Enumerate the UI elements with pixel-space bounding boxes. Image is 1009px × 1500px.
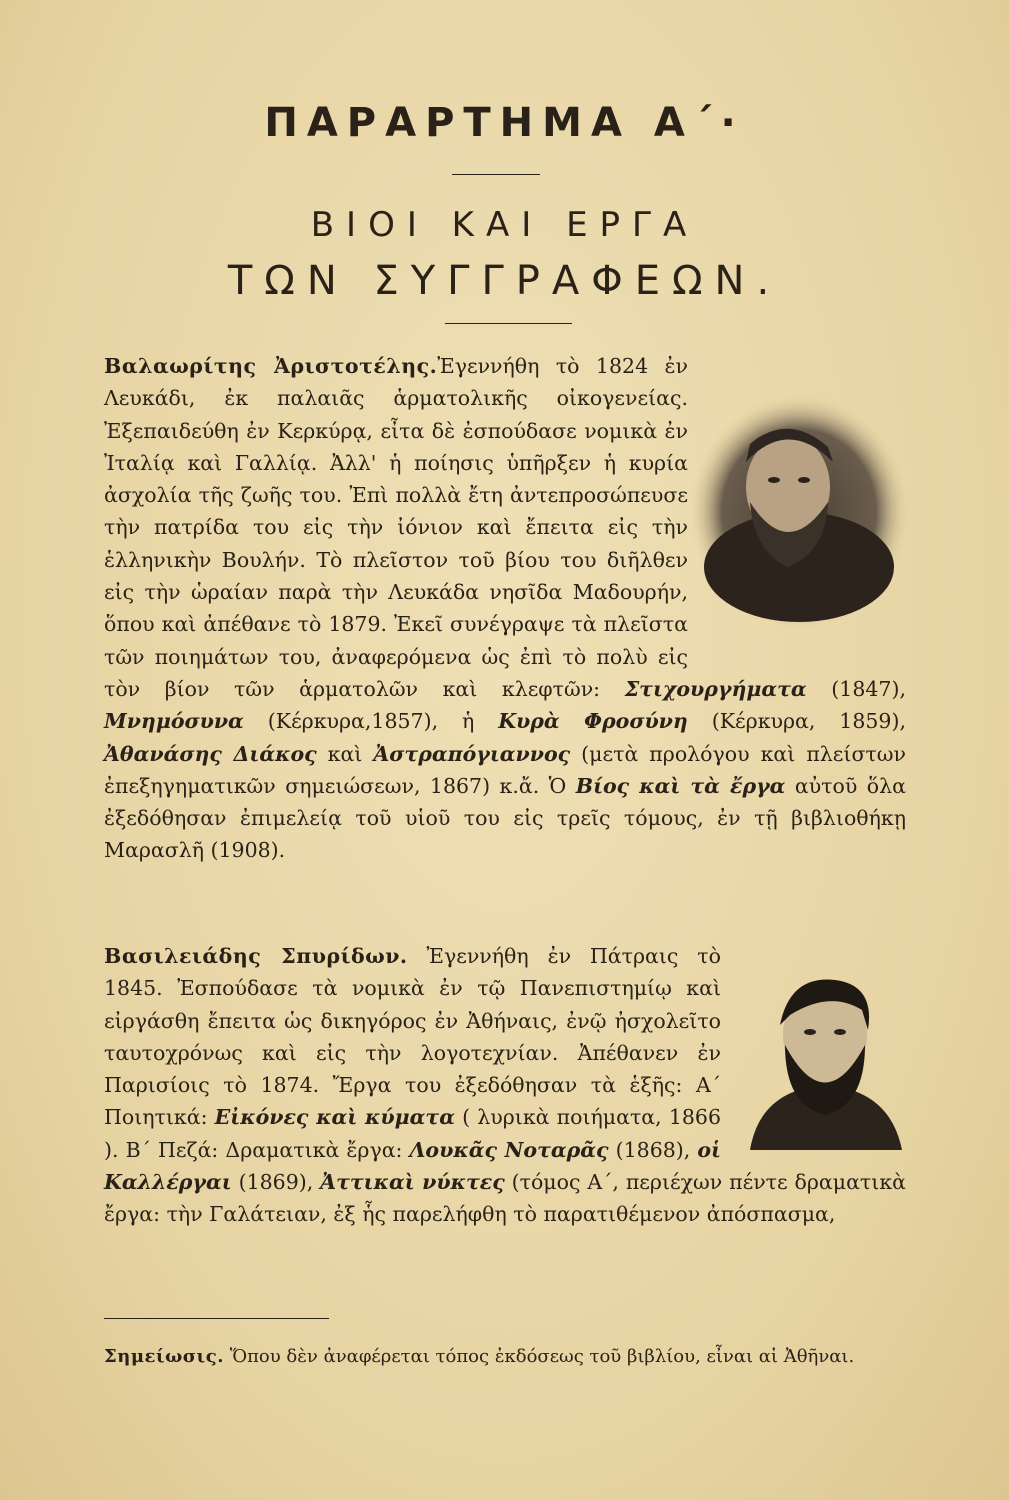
work-year: (1847), (831, 676, 906, 701)
work-title: Λουκᾶς Νοταρᾶς (409, 1137, 609, 1162)
work-year: (1868), (615, 1137, 691, 1162)
work-title: Στιχουργήματα (624, 676, 807, 701)
work-title: οἱ Καλλέργαι (104, 1137, 721, 1195)
footnote (104, 1342, 906, 1372)
work-title: Ἀστραπόγιαννος (373, 741, 571, 766)
section-heading-line2: ΤΩΝ ΣΥΓΓΡΑΦΕΩΝ. (227, 258, 782, 304)
appendix-title: ΠΑΡΑΡΤΗΜΑ Α΄· (264, 100, 745, 146)
section-heading-line1: ΒΙΟΙ ΚΑΙ ΕΡΓΑ (310, 205, 699, 245)
portrait-vasileiadis (740, 970, 910, 1150)
author-name: Βασιλειάδης Σπυρίδων. (104, 944, 408, 968)
biography-text: ( λυρικὰ ποιήματα, 1866 ). Β΄ Πεζά: Δραματικὰ ἔργα: (104, 1105, 721, 1162)
author-name: Βαλαωρίτης Ἀριστοτέλης. (104, 354, 438, 378)
biography-text: (τόμος Α΄, περιέχων πέντε δραματικὰ ἔργα: τὴν Γαλάτειαν, ἐξ ἧς παρελήφθη τὸ παρατιθέμενον ἀπόσπασμα, (104, 1170, 906, 1227)
divider (452, 174, 540, 175)
footnote-label: Σημείωσις. (104, 1346, 224, 1367)
work-info: (Κέρκυρα,1857), ἡ (267, 709, 475, 734)
footnote-text: Ὅπου δὲν ἀναφέρεται τόπος ἐκδόσεως τοῦ βιβλίου, εἶναι αἱ Ἀθῆναι. (229, 1346, 855, 1367)
work-year: (1869), (238, 1170, 314, 1195)
work-title: Εἰκόνες καὶ κύματα (214, 1105, 455, 1130)
work-title: Ἀθανάσης Διάκος (104, 741, 317, 766)
biography-text: Ἐγεννήθη ἐν Πάτραις τὸ 1845. Ἐσπούδασε τὰ νομικὰ ἐν τῷ Πανεπιστημίῳ καὶ εἰργάσθη ἔπειτα ὡς δικηγόρος ἐν Ἀθήναις, ἐνῷ ἠσχολεῖτο ταυτοχρόνως καὶ εἰς τὴν λογοτεχνίαν. Ἀπέθανεν ἐν Παρισίοις τὸ 1874. Ἔργα του ἐξεδόθησαν τὰ ἑξῆς: Α΄ Ποιητικά: (104, 944, 721, 1130)
portrait-valaoritis (688, 392, 910, 632)
work-info: (Κέρκυρα, 1859), (711, 709, 906, 734)
work-title: Ἀττικαὶ νύκτες (320, 1170, 505, 1195)
biography-text: (μετὰ προλόγου καὶ πλείστων ἐπεξηγηματικῶν σημειώσεων, 1867) κ.ἄ. Ὁ (104, 741, 906, 798)
footnote-divider (104, 1318, 329, 1319)
conjunction: καὶ (327, 741, 363, 766)
biography-text: αὐτοῦ ὅλα ἐξεδόθησαν ἐπιμελείᾳ τοῦ υἱοῦ του εἰς τρεῖς τόμους, ἐν τῇ βιβλιοθήκῃ Μαρασλῆ (1908). (104, 773, 906, 863)
divider (445, 323, 572, 324)
work-title: Βίος καὶ τὰ ἔργα (575, 773, 786, 798)
biography-text: Ἐγεννήθη τὸ 1824 ἐν Λευκάδι, ἐκ παλαιᾶς ἁρματολικῆς οἰκογενείας. Ἐξεπαιδεύθη ἐν Κερκύρᾳ, εἶτα δὲ ἐσπούδασε νομικὰ ἐν Ἰταλίᾳ καὶ Γαλλίᾳ. Ἀλλ' ἡ ποίησις ὑπῆρξεν ἡ κυρία ἀσχολία τῆς ζωῆς του. Ἐπὶ πολλὰ ἔτη ἀντεπροσώπευσε τὴν πατρίδα του εἰς τὴν ἰόνιον καὶ ἔπειτα εἰς τὴν ἑλληνικὴν Βουλήν. Τὸ πλεῖστον τοῦ βίου του διῆλθεν εἰς τὴν ὡραίαν παρὰ τὴν Λευκάδα νησῖδα Μαδουρήν, ὅπου καὶ ἀπέθανε τὸ 1879. Ἐκεῖ συνέγραψε τὰ πλεῖστα τῶν ποιημάτων του, ἀναφερόμενα ὡς ἐπὶ τὸ πολὺ εἰς τὸν βίον τῶν ἁρματολῶν καὶ κλεφτῶν: (104, 354, 688, 701)
work-title: Μνημόσυνα (104, 709, 244, 734)
work-title: Κυρὰ Φροσύνη (498, 709, 688, 734)
